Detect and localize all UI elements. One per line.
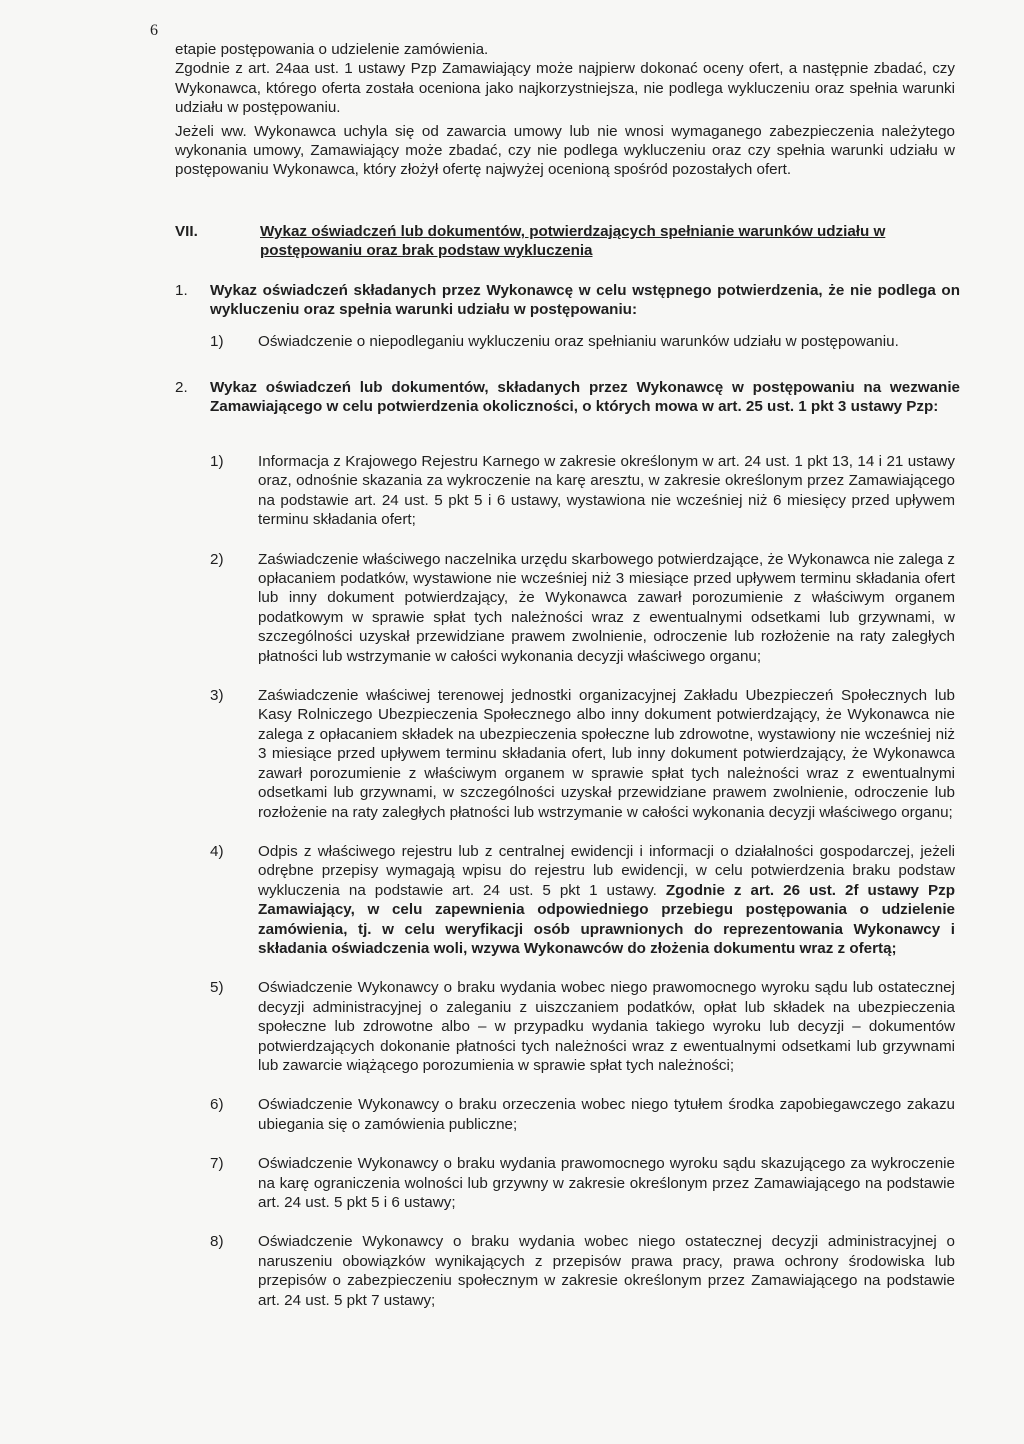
list-item-text: Zaświadczenie właściwej terenowej jednostki organizacyjnej Zakładu Ubezpieczeń Społecznych lub Kasy Rolniczego Ubezpieczenia Społecznego albo inny dokument potwierdzający, że Wykonawca nie zalega z opłacaniem składek na ubezpieczenia społeczne lub zdrowotne, wystawiony nie wcześniej niż 3 miesiące przed upływem terminu składania ofert, lub inny dokument potwierdzający, że Wykonawca zawarł porozumienie z właściwym organem w sprawie spłat tych należności wraz z ewentualnymi odsetkami lub grzywnami, w szczególności uzyskał przewidziane prawem zwolnienie, odroczenie lub rozłożenie na raty zaległych płatności lub wstrzymanie w całości wykonania decyzji właściwego organu; bbox=[258, 687, 955, 821]
list-item bbox=[210, 1095, 955, 1134]
point-2-heading bbox=[175, 378, 960, 417]
intro-paragraph-1: etapie postępowania o udzielenie zamówienia. bbox=[175, 41, 489, 58]
list-item-number: 8) bbox=[210, 1233, 224, 1251]
section-heading bbox=[175, 222, 960, 260]
list-item-text: Oświadczenie Wykonawcy o braku wydania prawomocnego wyroku sądu skazującego za wykroczenie na karę ograniczenia wolności lub grzywny w zakresie określonym przez Zamawiającego na podstawie art. 24 ust. 5 pkt 5 i 6 ustawy; bbox=[258, 1155, 955, 1211]
list-item-text: Zaświadczenie właściwego naczelnika urzędu skarbowego potwierdzające, że Wykonawca nie zalega z opłacaniem podatków, wystawione nie wcześniej niż 3 miesiące przed upływem terminu składania ofert lub inny dokument potwierdzający, że Wykonawca zawarł porozumienie z właściwym organem podatkowym w sprawie spłat tych należności wraz z ewentualnymi odsetkami lub grzywnami, w szczególności uzyskał przewidziane prawem zwolnienie, odroczenie lub rozłożenie na raty zaległych płatności lub wstrzymanie w całości wykonania decyzji właściwego organu; bbox=[258, 550, 955, 665]
list-item bbox=[210, 978, 955, 1075]
list-item bbox=[210, 842, 955, 958]
page-number: 6 bbox=[150, 22, 158, 39]
list-item-text: Oświadczenie Wykonawcy o braku wydania wobec niego ostatecznej decyzji administracyjnej o naruszeniu obowiązków wynikających z przepisów prawa pracy, prawa ochrony środowiska lub przepisów o zabezpieczeniu społecznym w zakresie określonym przez Zamawiającego na podstawie art. 24 ust. 5 pkt 7 ustawy; bbox=[258, 1233, 955, 1309]
list-item bbox=[210, 1232, 955, 1310]
list-item-number: 3) bbox=[210, 687, 224, 705]
intro-text bbox=[175, 40, 955, 184]
list-item-number: 7) bbox=[210, 1155, 224, 1173]
list-item bbox=[210, 686, 955, 822]
point-2-text: Wykaz oświadczeń lub dokumentów, składanych przez Wykonawcę w postępowaniu na wezwanie Zamawiającego w celu potwierdzenia okoliczności, o których mowa w art. 25 ust. 1 pkt 3 ustawy Pzp: bbox=[210, 379, 960, 416]
list-item-plain-text: Odpis z właściwego rejestru lub z centralnej ewidencji i informacji o działalności gospodarczej, jeżeli odrębne przepisy wymagają wpisu do rejestru lub ewidencji, w celu potwierdzenia braku podstaw wykluczenia na podstawie art. 24 ust. 5 pkt 1 ustawy. bbox=[258, 842, 955, 899]
list-item-text: Oświadczenie Wykonawcy o braku wydania wobec niego prawomocnego wyroku sądu lub ostatecznej decyzji administracyjnej o zaleganiu z uiszczaniem podatków, opłat lub składek na ubezpieczenia społeczne lub zdrowotne albo – w przypadku wydania takiego wyroku lub decyzji – dokumentów potwierdzających dokonanie płatności tych należności wraz z ewentualnymi odsetkami lub grzywnami lub zawarcie wiążącego porozumienia w sprawie spłat tych należności; bbox=[258, 979, 955, 1074]
list-item-number: 1) bbox=[210, 333, 224, 350]
list-item bbox=[210, 550, 955, 666]
intro-paragraph-2: Zgodnie z art. 24aa ust. 1 ustawy Pzp Zamawiający może najpierw dokonać oceny ofert, a następnie zbadać, czy Wykonawca, którego oferta została oceniona jako najkorzystniejsza, nie podlega wykluczeniu oraz spełnia warunki udziału w postępowaniu. bbox=[175, 60, 955, 117]
point-1-heading bbox=[175, 281, 960, 320]
section-number: VII. bbox=[175, 223, 198, 240]
list-item-text: Informacja z Krajowego Rejestru Karnego w zakresie określonym w art. 24 ust. 1 pkt 13, 14 i 21 ustawy oraz, odnośnie skazania za wykroczenie na karę aresztu, w zakresie określonym przez Zamawiającego na podstawie art. 24 ust. 5 pkt 5 i 6 ustawy, wystawiona nie wcześniej niż 6 miesięcy przed upływem terminu składania ofert; bbox=[258, 453, 955, 529]
list-item-number: 6) bbox=[210, 1096, 224, 1114]
list-item bbox=[210, 452, 955, 530]
point-1-number: 1. bbox=[175, 282, 188, 299]
list-item-text: Oświadczenie o niepodleganiu wykluczeniu oraz spełnianiu warunków udziału w postępowaniu. bbox=[258, 333, 899, 350]
list-item-text bbox=[258, 842, 955, 958]
list-item bbox=[210, 332, 955, 351]
point-2-number: 2. bbox=[175, 379, 188, 396]
point-2-list bbox=[210, 452, 955, 1330]
point-1-text: Wykaz oświadczeń składanych przez Wykonawcę w celu wstępnego potwierdzenia, że nie podlega on wykluczeniu oraz spełnia warunki udziału w postępowaniu: bbox=[210, 282, 960, 319]
list-item-bold-text: Zgodnie z art. 26 ust. 2f ustawy Pzp Zamawiający, w celu zapewnienia odpowiedniego przebiegu postępowania o udzielenie zamówienia, tj. w celu weryfikacji osób uprawnionych do reprezentowania Wykonawcy i składania oświadczenia woli, wzywa Wykonawców do złożenia dokumentu wraz z ofertą; bbox=[258, 881, 955, 957]
point-1-list bbox=[210, 332, 955, 371]
list-item-number: 5) bbox=[210, 979, 224, 997]
list-item bbox=[210, 1154, 955, 1212]
intro-paragraph-3: Jeżeli ww. Wykonawca uchyla się od zawarcia umowy lub nie wnosi wymaganego zabezpieczenia należytego wykonania umowy, Zamawiający może zbadać, czy nie podlega wykluczeniu oraz czy spełnia warunki udziału w postępowaniu Wykonawca, który złożył ofertę najwyżej ocenioną spośród pozostałych ofert. bbox=[175, 122, 955, 179]
list-item-number: 4) bbox=[210, 842, 224, 860]
list-item-text: Oświadczenie Wykonawcy o braku orzeczenia wobec niego tytułem środka zapobiegawczego zakazu ubiegania się o zamówienia publiczne; bbox=[258, 1096, 955, 1133]
list-item-number: 2) bbox=[210, 550, 224, 568]
list-item-number: 1) bbox=[210, 453, 224, 470]
section-title: Wykaz oświadczeń lub dokumentów, potwierdzających spełnianie warunków udziału w postępowaniu oraz brak podstaw wykluczenia bbox=[260, 223, 886, 259]
